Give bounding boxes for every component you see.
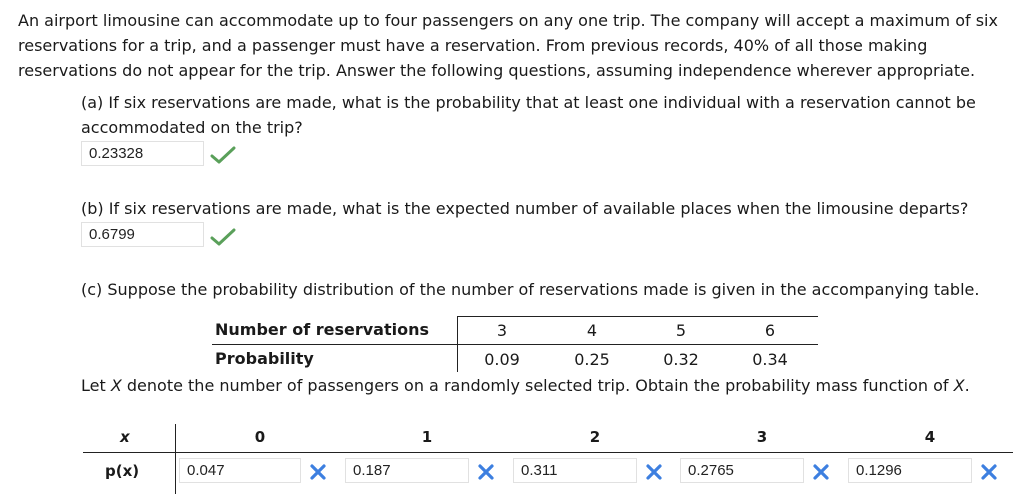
- cross-icon: [309, 463, 327, 481]
- question-b: (b) If six reservations are made, what is the expected number of available places when the limousine departs?: [81, 199, 969, 218]
- table-divider: [212, 344, 818, 345]
- table-row-label-probability: Probability: [215, 349, 314, 368]
- pmf-answer-input[interactable]: 0.311: [513, 458, 637, 483]
- instruction-text: denote the number of passengers on a randomly selected trip. Obtain the probability mass function of: [121, 376, 954, 395]
- table-divider: [457, 316, 818, 317]
- pmf-divider: [175, 424, 176, 494]
- reservation-value: 4: [586, 321, 598, 340]
- question-c: (c) Suppose the probability distribution of the number of reservations made is given in the accompanying table.: [81, 280, 980, 299]
- check-icon: [210, 228, 236, 246]
- pmf-x-value: 2: [589, 428, 601, 446]
- probability-value: 0.34: [752, 350, 788, 369]
- answer-a-input[interactable]: 0.23328: [81, 141, 204, 166]
- reservation-value: 5: [675, 321, 687, 340]
- pmf-answer-input[interactable]: 0.1296: [848, 458, 972, 483]
- table-divider: [457, 316, 458, 372]
- reservation-value: 3: [496, 321, 508, 340]
- instruction-text: Let: [81, 376, 111, 395]
- pmf-x-header: x: [120, 428, 130, 446]
- variable-x: X: [953, 376, 965, 395]
- pmf-instruction: [81, 373, 1011, 398]
- probability-value: 0.25: [574, 350, 610, 369]
- pmf-p-header: [105, 462, 139, 480]
- question-a: (a) If six reservations are made, what is the probability that at least one individual with a reservation cannot be accommodated on the trip?: [81, 93, 976, 137]
- probability-value: 0.09: [484, 350, 520, 369]
- pmf-x-value: 0: [254, 428, 266, 446]
- cross-icon: [645, 463, 663, 481]
- check-icon: [210, 146, 236, 164]
- pmf-x-value: 3: [756, 428, 768, 446]
- pmf-answer-input[interactable]: 0.2765: [680, 458, 804, 483]
- instruction-text: .: [964, 376, 970, 395]
- answer-b-input[interactable]: 0.6799: [81, 222, 204, 247]
- cross-icon: [980, 463, 998, 481]
- pmf-answer-input[interactable]: 0.187: [345, 458, 469, 483]
- pmf-divider: [83, 452, 1013, 453]
- pmf-x-value: 4: [924, 428, 936, 446]
- probability-value: 0.32: [663, 350, 699, 369]
- cross-icon: [812, 463, 830, 481]
- pmf-answer-input[interactable]: 0.047: [179, 458, 301, 483]
- pmf-x-value: 1: [421, 428, 433, 446]
- variable-x: X: [110, 376, 122, 395]
- reservation-value: 6: [764, 321, 776, 340]
- problem-intro: An airport limousine can accommodate up to four passengers on any one trip. The company will accept a maximum of six reservations for a trip, and a passenger must have a reservation. From previous records, 40% of all those making reservations do not appear for the trip. Answer the following questions, assuming independence wherever appropriate.: [18, 11, 998, 80]
- table-row-label-reservations: Number of reservations: [215, 320, 430, 339]
- cross-icon: [477, 463, 495, 481]
- pmf-p-label: p(x): [105, 462, 140, 480]
